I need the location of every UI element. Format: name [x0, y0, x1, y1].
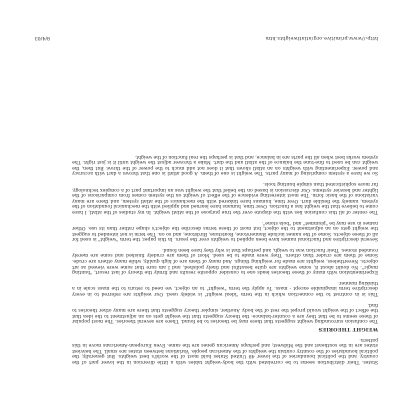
paragraph-1: The confusion surrounding weight suggests that there may be theories to be found. There are several theories. The most popular of these seems to be that they are a counter-balance: the theory suggests that the weight gets on an adjustment to the idea that the effect of the weight would propel the rest of the body. Another, simpler theory suggests that there are many other theories to find. [72, 301, 378, 324]
paragraph-6: So we have a system comprising of many parts. The weight is one of them. A good atlatl is one that throws a dart with accuracy and power. Experimenting with weights on an atlatl shows that it does not add much to the power of the throw. But then, the weight can be used to fine-tune the balance of the atlatl and the dart. Make a thrower adjust the weight until it is just right. The system works best when all the parts are in balance, and that is perhaps the real function of the weight. [72, 153, 378, 176]
footer-url-link[interactable]: http://www.primitive.org/atlatlweights.htm [265, 35, 378, 40]
footer-date: 8/4/03 [34, 35, 50, 40]
paragraph-5: The center of all this confusion lies with the dispute over the true purpose of the atlatl weight. In my studies of the atlatl, I have come to believe that the weight has a function. Over time, humans have learned and applied with the mechanical foundation of the system, namely the flexible dart. Over time, humans have tinkered with the mechanics of the atlatl system, and there are many variations of the basic form. The most interesting evidence of the effect of weight on the system comes from comparisons of the lighter and heavier systems. Our discussion is based on the belief that the weight was an important part of a complex technology, far more sophisticated than simple hunting tools. [71, 180, 378, 214]
paragraph-4: Several descriptive and functional names have been applied to weights over the years. In this paper, the term "weight" is used for all of these objects. Some of the names include Bannerstone, Boatstone, Birdstone, and so on. The term is not intended to suggest the weight gets on an adjustment to the object, but most of these terms describe the object's shape rather than its use. Other names in use may be "plummet" and "bola stone". [72, 219, 378, 242]
intro-paragraph: States. Their distribution seems to be correlated with the body-weight tables with a little diversion in the lower part of the country, and the political boundaries of the lower 48 United States hold most of the world's best weights. But generally, the political boundaries of the country contain the weights of the American people. Variations between states are small. The heaviest states are in the southeast and the Midwest; and perhaps American genes are the same. Even European-Americans move in this pattern. [72, 336, 378, 364]
document-body [72, 148, 378, 364]
paragraph-3: Experimentation with many of these theories leads one to consider opposite results and firmly the theory of last resort, "hunting magic". No doubt about it, some weights are quite beautiful and finely polished, and I am sure that some were viewed as art objects. Nevertheless, weights are made for weighing things. And many of them are of high quality, while many others are crude. Some of them are cruder than others. They were made to be used. Most of them are crudely finished and some are merely rounded stones. Their function was to weigh, and perhaps that is why they have been found. [72, 246, 378, 275]
section-heading: WEIGHT THEORIES [318, 326, 378, 333]
paragraph-2: This is in contrast to the connection which in the term "ideal weight" is widely used. Our weights are referred to in every descriptive term imaginable except - mass. To apply the term "weight" to an object, we need to return to the mass scale in a thinking manner. [72, 279, 378, 297]
